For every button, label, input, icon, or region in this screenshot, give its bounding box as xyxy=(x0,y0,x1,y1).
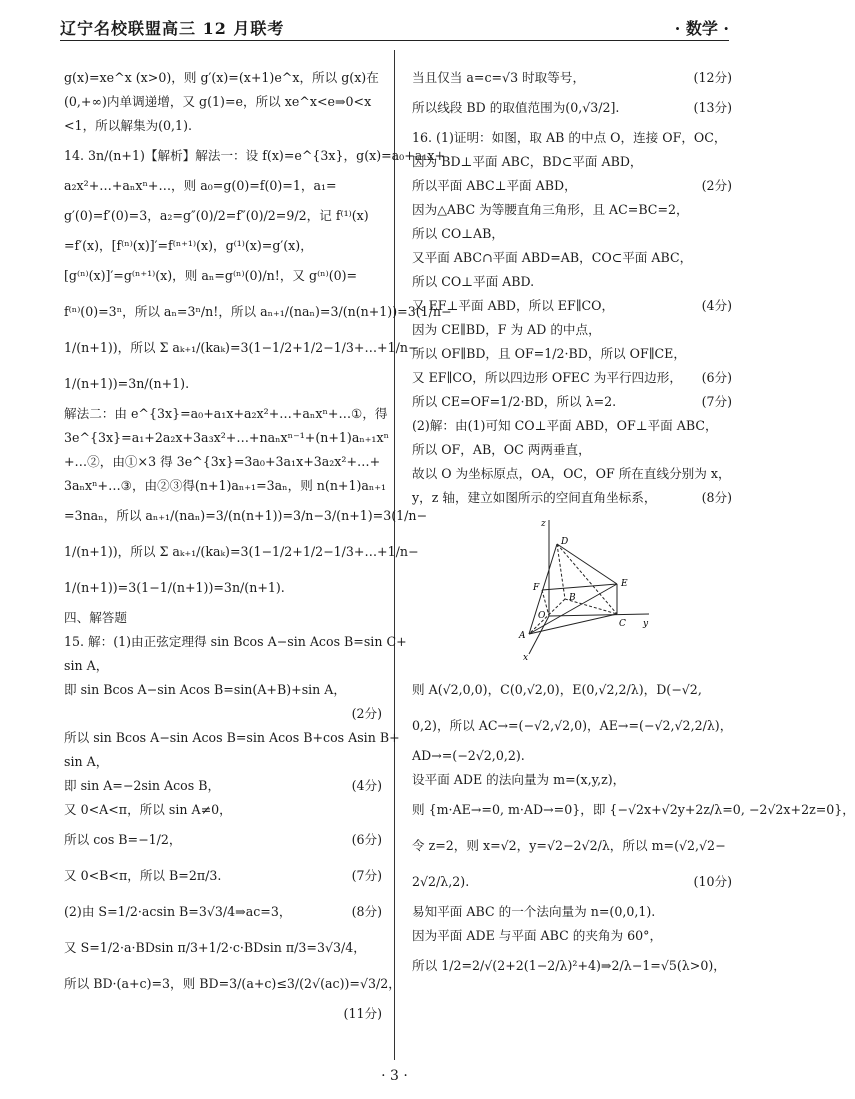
text-line xyxy=(412,462,732,486)
line-text: =3naₙ，所以 aₙ₊₁/(naₙ)=3/(n(n+1))=3/n−3/(n+1)=3(1/n− xyxy=(64,508,428,523)
line-text: 15. 解：(1)由正弦定理得 sin Bcos A−sin Acos B=sin C+ xyxy=(64,634,407,649)
line-text: 3aₙxⁿ+…③，由②③得(n+1)aₙ₊₁=3aₙ，则 n(n+1)aₙ₊₁ xyxy=(64,478,387,493)
text-line xyxy=(64,1002,382,1026)
line-text: 0,2)，所以 AC→=(−√2,√2,0)，AE→=(−√2,√2,2/λ)， xyxy=(412,718,733,733)
text-line xyxy=(64,138,445,174)
line-text: 解法二：由 e^{3x}=a₀+a₁x+a₂x²+…+aₙxⁿ+…①，得 xyxy=(64,406,388,421)
line-text: 所以 OF，AB，OC 两两垂直， xyxy=(412,442,591,457)
line-text: +…②，由①×3 得 3e^{3x}=3a₀+3a₁x+3a₂x²+…+ xyxy=(64,454,381,469)
text-line xyxy=(412,438,732,462)
line-text: (0,+∞)内单调递增，又 g(1)=e，所以 xe^x<e⇒0<x xyxy=(64,94,372,109)
text-line xyxy=(64,234,382,258)
line-text: 又 0<B<π，所以 B=2π/3. xyxy=(64,868,222,883)
score-points: (7分) xyxy=(351,868,382,883)
line-text: 设平面 ADE 的法向量为 m=(x,y,z)， xyxy=(412,772,626,787)
line-text: 所以线段 BD 的取值范围为(0,√3/2]. xyxy=(412,100,620,115)
line-text: 则 A(√2,0,0)，C(0,√2,0)，E(0,√2,2/λ)，D(−√2, xyxy=(412,682,702,697)
fig-label-x: x xyxy=(523,653,529,663)
text-line xyxy=(64,702,382,726)
line-text: 又平面 ABC∩平面 ABD=AB，CO⊂平面 ABC， xyxy=(412,250,693,265)
score-points: (4分) xyxy=(701,298,732,313)
text-line xyxy=(64,630,407,654)
text-line xyxy=(64,498,428,534)
line-text: 16. (1)证明：如图，取 AB 的中点 O，连接 OF，OC， xyxy=(412,130,727,145)
text-line xyxy=(64,822,382,858)
text-line xyxy=(64,450,382,474)
line-text: 因为 BD⊥平面 ABC，BD⊂平面 ABD， xyxy=(412,154,643,169)
text-line xyxy=(64,678,382,702)
text-line xyxy=(412,864,732,900)
score-points: (6分) xyxy=(701,370,732,385)
line-text: sin A， xyxy=(64,754,109,769)
text-line xyxy=(64,66,382,90)
text-line xyxy=(64,750,382,774)
line-text: 1/(n+1))，所以 Σ aₖ₊₁/(kaₖ)=3(1−1/2+1/2−1/3+…+1/n− xyxy=(64,340,419,355)
line-text: 1/(n+1))，所以 Σ aₖ₊₁/(kaₖ)=3(1−1/2+1/2−1/3+…+1/n− xyxy=(64,544,419,559)
text-line xyxy=(412,486,732,510)
text-line xyxy=(412,222,732,246)
line-text: 2√2/λ,2). xyxy=(412,874,470,889)
fig-label-f: F xyxy=(533,583,540,593)
line-text: 1/(n+1))=3n/(n+1). xyxy=(64,376,190,391)
text-line xyxy=(412,246,732,270)
text-line xyxy=(64,294,452,330)
line-text: 所以 OF∥BD，且 OF=1/2·BD，所以 OF∥CE， xyxy=(412,346,686,361)
line-text: 故以 O 为坐标原点，OA，OC，OF 所在直线分别为 x， xyxy=(412,466,731,481)
text-line xyxy=(64,174,382,198)
line-text: 所以平面 ABC⊥平面 ABD， xyxy=(412,178,577,193)
page-number: · 3 · xyxy=(381,1068,408,1084)
text-line xyxy=(412,414,732,438)
text-line xyxy=(64,90,382,114)
score-points: (11分) xyxy=(343,1006,382,1021)
line-text: <1，所以解集为(0,1). xyxy=(64,118,192,133)
score-points: (2分) xyxy=(701,178,732,193)
text-line xyxy=(64,726,400,750)
score-points: (8分) xyxy=(701,490,732,505)
page-header xyxy=(60,14,729,41)
right-column xyxy=(412,66,855,984)
text-line xyxy=(64,894,382,930)
text-line xyxy=(64,930,382,966)
text-line xyxy=(64,570,382,606)
line-text: 所以 CE=OF=1/2·BD，所以 λ=2. xyxy=(412,394,617,409)
fig-label-o: O xyxy=(538,611,546,621)
line-text: 易知平面 ABC 的一个法向量为 n=(0,0,1). xyxy=(412,904,656,919)
header-title: 辽宁名校联盟高三 12 月联考 xyxy=(60,19,285,38)
line-text: AD→=(−2√2,0,2). xyxy=(412,748,525,763)
text-line xyxy=(412,672,732,708)
text-line xyxy=(64,258,382,294)
line-text: 所以 sin Bcos A−sin Acos B=sin Acos B+cos Asin B+ xyxy=(64,730,400,745)
line-text: 所以 CO⊥AB， xyxy=(412,226,504,241)
line-text: 所以 1/2=2/√(2+2(1−2/λ)²+4)⇒2/λ−1=√5(λ>0)， xyxy=(412,958,726,973)
text-line xyxy=(412,174,732,198)
line-text: 即 sin Bcos A−sin Acos B=sin(A+B)+sin A， xyxy=(64,682,346,697)
text-line xyxy=(412,792,855,828)
line-text: 所以 BD·(a+c)=3，则 BD=3/(a+c)≤3/(2√(ac))=√3/2， xyxy=(64,976,401,991)
line-text: 令 z=2，则 x=√2，y=√2−2√2/λ，所以 m=(√2,√2− xyxy=(412,838,726,853)
text-line xyxy=(64,798,382,822)
line-text: 又 S=1/2·a·BDsin π/3+1/2·c·BDsin π/3=3√3/4， xyxy=(64,940,366,955)
line-text: 当且仅当 a=c=√3 时取等号， xyxy=(412,70,586,85)
header-subject: · 数学 · xyxy=(674,19,729,38)
line-text: 1/(n+1))=3(1−1/(n+1))=3n/(n+1). xyxy=(64,580,285,595)
line-text: 因为△ABC 为等腰直角三角形，且 AC=BC=2， xyxy=(412,202,689,217)
text-line xyxy=(412,768,732,792)
text-line xyxy=(412,366,732,390)
text-line xyxy=(64,534,419,570)
text-line xyxy=(412,198,732,222)
line-text: 因为平面 ADE 与平面 ABC 的夹角为 60°， xyxy=(412,928,663,943)
text-line xyxy=(64,402,388,426)
text-line xyxy=(64,654,382,678)
line-text: g′(0)=f′(0)=3，a₂=g″(0)/2=f″(0)/2=9/2，记 f⁽¹⁾(x) xyxy=(64,208,369,223)
text-line xyxy=(64,606,382,630)
line-text: 14. 3n/(n+1)【解析】解法一：设 f(x)=e^{3x}，g(x)=a₀+a₁x+ xyxy=(64,148,445,163)
text-line xyxy=(64,114,382,138)
coordinate-figure xyxy=(412,514,732,664)
line-text: y，z 轴，建立如图所示的空间直角坐标系， xyxy=(412,490,657,505)
score-points: (7分) xyxy=(701,394,732,409)
text-line xyxy=(412,90,732,126)
text-line xyxy=(64,966,401,1002)
text-line xyxy=(412,150,732,174)
text-line xyxy=(64,198,382,234)
score-points: (8分) xyxy=(351,904,382,919)
fig-label-c: C xyxy=(619,619,626,629)
text-line xyxy=(64,426,390,450)
fig-label-y: y xyxy=(643,619,649,629)
line-text: 则 {m·AE→=0, m·AD→=0}，即 {−√2x+√2y+2z/λ=0, −2√2x+2z=0}， xyxy=(412,802,855,817)
score-points: (4分) xyxy=(351,778,382,793)
score-points: (13分) xyxy=(693,100,732,115)
score-points: (10分) xyxy=(693,874,732,889)
line-text: 所以 cos B=−1/2， xyxy=(64,832,182,847)
text-line xyxy=(64,858,382,894)
text-line xyxy=(412,708,732,744)
line-text: 即 sin A=−2sin Acos B， xyxy=(64,778,221,793)
score-points: (2分) xyxy=(351,706,382,721)
line-text: =f′(x)，[f⁽ⁿ⁾(x)]′=f⁽ⁿ⁺¹⁾(x)，g⁽¹⁾(x)=g′(x)， xyxy=(64,238,313,253)
line-text: sin A， xyxy=(64,658,109,673)
fig-label-b: B xyxy=(569,593,576,603)
score-points: (6分) xyxy=(351,832,382,847)
line-text: 四、解答题 xyxy=(64,610,127,625)
text-line xyxy=(412,270,732,294)
text-line xyxy=(64,774,382,798)
fig-label-z: z xyxy=(541,519,546,529)
line-text: (2)由 S=1/2·acsin B=3√3/4⇒ac=3， xyxy=(64,904,292,919)
line-text: [g⁽ⁿ⁾(x)]′=g⁽ⁿ⁺¹⁾(x)，则 aₙ=g⁽ⁿ⁾(0)/n!，又 g⁽ⁿ⁾(0)= xyxy=(64,268,358,283)
line-text: 又 0<A<π，所以 sin A≠0， xyxy=(64,802,232,817)
text-line xyxy=(412,294,732,318)
text-line xyxy=(412,390,732,414)
text-line xyxy=(64,330,419,366)
line-text: 因为 CE∥BD，F 为 AD 的中点， xyxy=(412,322,601,337)
line-text: a₂x²+…+aₙxⁿ+…，则 a₀=g(0)=f(0)=1，a₁= xyxy=(64,178,337,193)
line-text: f⁽ⁿ⁾(0)=3ⁿ，所以 aₙ=3ⁿ/n!，所以 aₙ₊₁/(naₙ)=3/(n(n+1))=3(1/n− xyxy=(64,304,452,319)
line-text: 又 EF⊥平面 ABD，所以 EF∥CO， xyxy=(412,298,615,313)
text-line xyxy=(412,318,732,342)
pyramid-diagram xyxy=(517,514,657,664)
text-line xyxy=(412,126,732,150)
fig-label-a: A xyxy=(519,631,526,641)
text-line xyxy=(64,366,382,402)
line-text: g(x)=xe^x (x>0)，则 g′(x)=(x+1)e^x，所以 g(x)在 xyxy=(64,70,379,85)
text-line xyxy=(412,342,732,366)
score-points: (12分) xyxy=(693,70,732,85)
text-line xyxy=(412,924,732,948)
fig-label-e: E xyxy=(621,579,628,589)
text-line xyxy=(412,744,732,768)
line-text: 3e^{3x}=a₁+2a₂x+3a₃x²+…+naₙxⁿ⁻¹+(n+1)aₙ₊₁xⁿ xyxy=(64,430,390,445)
text-line xyxy=(412,900,732,924)
text-line xyxy=(64,474,387,498)
line-text: (2)解：由(1)可知 CO⊥平面 ABD，OF⊥平面 ABC， xyxy=(412,418,718,433)
text-line xyxy=(412,66,732,90)
line-text: 又 EF∥CO，所以四边形 OFEC 为平行四边形， xyxy=(412,370,682,385)
line-text: 所以 CO⊥平面 ABD. xyxy=(412,274,535,289)
fig-label-d: D xyxy=(561,537,569,547)
text-line xyxy=(412,828,732,864)
text-line xyxy=(412,948,732,984)
